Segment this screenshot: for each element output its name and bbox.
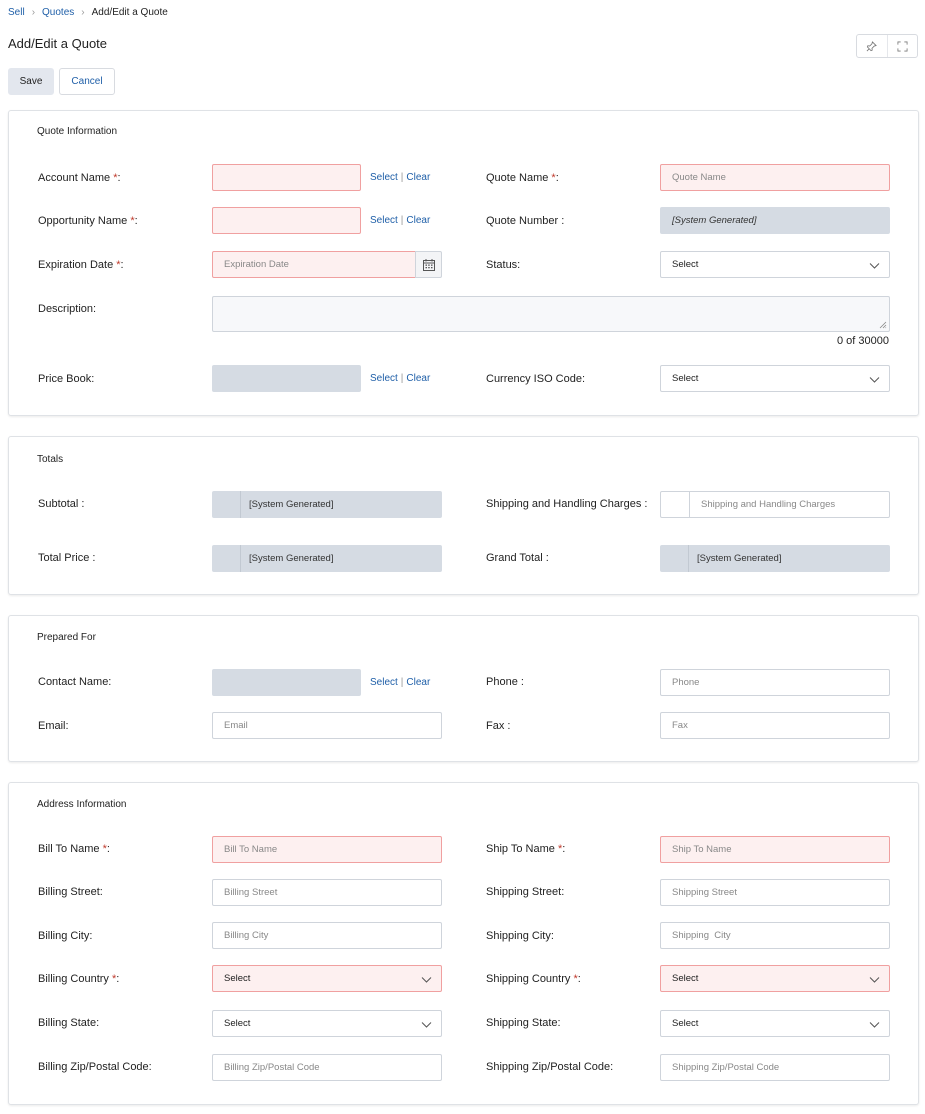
billing-country-select[interactable]: Select [212, 965, 442, 992]
shipping-street-input[interactable]: Shipping Street [660, 879, 890, 906]
shipping-zip-input[interactable]: Shipping Zip/Postal Code [660, 1054, 890, 1081]
required-marker: * [130, 215, 135, 227]
chevron-down-icon [420, 1018, 433, 1031]
resize-handle-icon[interactable] [879, 321, 887, 329]
required-marker: * [557, 843, 563, 855]
email-label: Email: [38, 720, 69, 732]
billing-street-input[interactable]: Billing Street [212, 879, 442, 906]
totals-section [8, 436, 919, 595]
calendar-button[interactable] [415, 251, 442, 278]
grand-total-label: Grand Total : [486, 552, 549, 564]
cancel-button[interactable]: Cancel [59, 68, 115, 95]
shipping-country-select[interactable]: Select [660, 965, 890, 992]
section-title: Prepared For [37, 632, 96, 643]
status-label: Status: [486, 259, 521, 271]
price-book-select-link[interactable]: Select [370, 373, 398, 384]
account-name-field[interactable] [212, 164, 361, 191]
price-book-select-clear: Select | Clear [370, 373, 431, 384]
chevron-down-icon [868, 973, 881, 986]
shipping-state-label: Shipping State: [486, 1017, 561, 1029]
page-title: Add/Edit a Quote [8, 36, 108, 51]
expiration-date-label: Expiration Date *: [38, 259, 124, 271]
calendar-icon [422, 258, 436, 272]
required-marker: * [102, 843, 107, 855]
required-marker: * [573, 973, 578, 985]
total-price-field: [System Generated] [212, 545, 442, 572]
required-marker: * [551, 172, 556, 184]
header-actions [856, 34, 918, 58]
billing-zip-input[interactable]: Billing Zip/Postal Code [212, 1054, 442, 1081]
contact-select-link[interactable]: Select [370, 677, 398, 688]
contact-select-clear: Select | Clear [370, 677, 431, 688]
quote-number-label: Quote Number : [486, 215, 565, 227]
description-char-counter: 0 of 30000 [837, 335, 889, 347]
quote-information-section [8, 110, 919, 416]
subtotal-label: Subtotal : [38, 498, 85, 510]
shipping-city-input[interactable]: Shipping City [660, 922, 890, 949]
required-marker: * [113, 172, 118, 184]
contact-name-field [212, 669, 361, 696]
opportunity-name-label: Opportunity Name *: [38, 215, 138, 227]
pin-icon[interactable] [857, 35, 887, 57]
chevron-down-icon [868, 259, 881, 272]
price-book-label: Price Book: [38, 373, 95, 385]
currency-label: Currency ISO Code: [486, 373, 586, 385]
subtotal-field: [System Generated] [212, 491, 442, 518]
contact-name-label: Contact Name: [38, 676, 112, 688]
required-marker: * [111, 973, 117, 985]
fax-label: Fax : [486, 720, 511, 732]
billing-state-label: Billing State: [38, 1017, 100, 1029]
shipping-handling-label: Shipping and Handling Charges : [486, 498, 648, 510]
shipping-country-label: Shipping Country *: [486, 973, 581, 985]
bill-to-name-label: Bill To Name *: [38, 843, 110, 855]
quote-name-label: Quote Name *: [486, 172, 559, 184]
breadcrumb-sell[interactable]: Sell [8, 7, 25, 18]
account-select-clear: Select | Clear [370, 172, 431, 183]
shipping-city-label: Shipping City: [486, 930, 554, 942]
quote-name-field[interactable]: Quote Name [660, 164, 890, 191]
phone-input[interactable]: Phone [660, 669, 890, 696]
section-title: Quote Information [37, 126, 118, 137]
opportunity-clear-link[interactable]: Clear [406, 215, 431, 226]
prepared-for-section [8, 615, 919, 762]
opportunity-select-clear: Select | Clear [370, 215, 431, 226]
contact-clear-link[interactable]: Clear [406, 677, 431, 688]
required-marker: * [116, 259, 121, 271]
billing-street-label: Billing Street: [38, 886, 103, 898]
price-book-field [212, 365, 361, 392]
account-select-link[interactable]: Select [370, 172, 398, 183]
description-textarea[interactable] [212, 296, 890, 332]
shipping-zip-label: Shipping Zip/Postal Code: [486, 1061, 614, 1073]
chevron-down-icon [868, 373, 881, 386]
address-information-section [8, 782, 919, 1105]
quote-number-field: [System Generated] [660, 207, 890, 234]
opportunity-name-field[interactable] [212, 207, 361, 234]
breadcrumb-separator-icon: › [31, 7, 36, 18]
chevron-down-icon [868, 1018, 881, 1031]
email-input[interactable]: Email [212, 712, 442, 739]
billing-country-label: Billing Country *: [38, 973, 120, 985]
billing-state-select[interactable]: Select [212, 1010, 442, 1037]
phone-label: Phone : [486, 676, 524, 688]
section-title: Totals [37, 454, 64, 465]
status-select[interactable]: Select [660, 251, 890, 278]
chevron-down-icon [420, 973, 433, 986]
ship-to-name-input[interactable]: Ship To Name [660, 836, 890, 863]
breadcrumb-separator-icon: › [81, 7, 85, 18]
breadcrumb [8, 7, 168, 18]
shipping-street-label: Shipping Street: [486, 886, 565, 898]
bill-to-name-input[interactable]: Bill To Name [212, 836, 442, 863]
shipping-state-select[interactable]: Select [660, 1010, 890, 1037]
billing-city-input[interactable]: Billing City [212, 922, 442, 949]
billing-city-label: Billing City: [38, 930, 93, 942]
price-book-clear-link[interactable]: Clear [406, 373, 431, 384]
description-label: Description: [38, 303, 97, 315]
breadcrumb-current: Add/Edit a Quote [91, 7, 168, 18]
account-name-label: Account Name *: [38, 172, 121, 184]
shipping-handling-field[interactable]: Shipping and Handling Charges [660, 491, 890, 518]
total-price-label: Total Price : [38, 552, 96, 564]
save-button[interactable]: Save [8, 68, 54, 95]
account-clear-link[interactable]: Clear [406, 172, 431, 183]
section-title: Address Information [37, 799, 127, 810]
ship-to-name-label: Ship To Name *: [486, 843, 566, 855]
fax-input[interactable]: Fax [660, 712, 890, 739]
expand-icon[interactable] [887, 35, 918, 57]
breadcrumb-quotes[interactable]: Quotes [42, 7, 75, 18]
currency-select[interactable]: Select [660, 365, 890, 392]
billing-zip-label: Billing Zip/Postal Code: [38, 1061, 152, 1073]
grand-total-field: [System Generated] [660, 545, 890, 572]
expiration-date-field[interactable]: Expiration Date [212, 251, 416, 278]
opportunity-select-link[interactable]: Select [370, 215, 398, 226]
